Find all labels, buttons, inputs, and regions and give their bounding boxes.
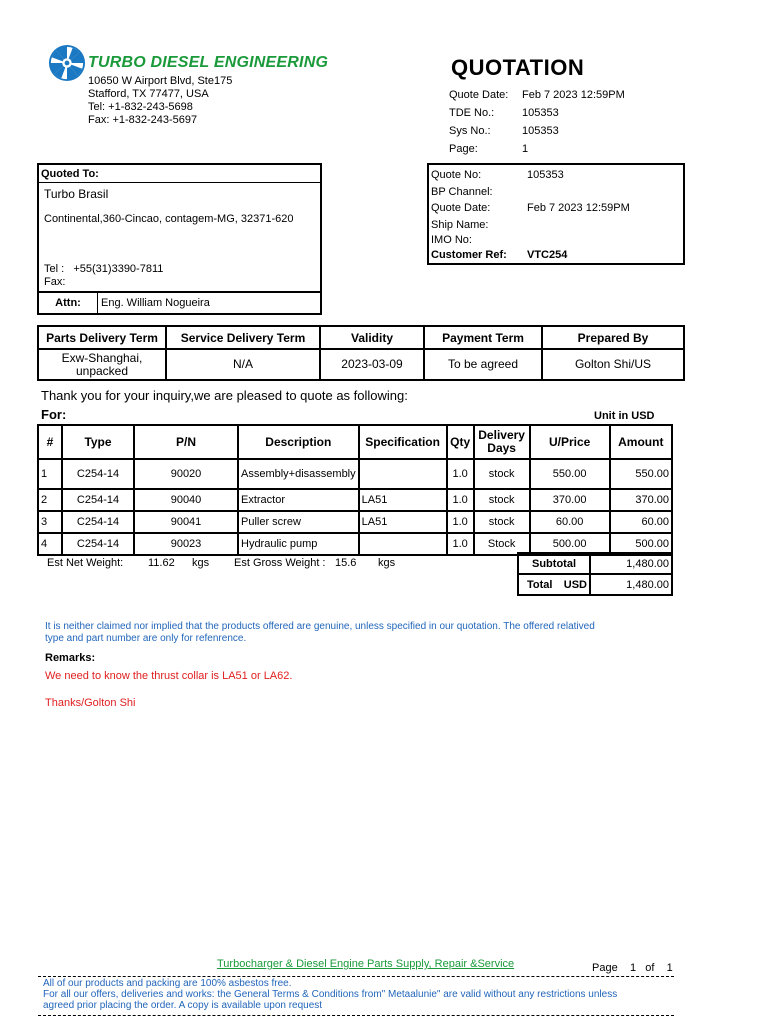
- customer-tel: +55(31)3390-7811: [73, 263, 164, 275]
- item-pn: 90020: [134, 459, 238, 489]
- table-row: [38, 459, 672, 489]
- item-no: 2: [38, 489, 62, 511]
- items-header: Description: [238, 425, 359, 459]
- gross-weight-unit: kgs: [378, 557, 396, 569]
- item-type: C254-14: [62, 511, 134, 533]
- meta-value: Feb 7 2023 12:59PM: [522, 89, 625, 101]
- disclaimer-text: It is neither claimed nor implied that the products offered are genuine, unless specified in our quotation. The offered relatived type and part number are only for refenrence.: [45, 621, 595, 644]
- terms-table: [37, 325, 685, 381]
- customer-ref-row: [431, 247, 568, 263]
- items-header: Specification: [359, 425, 447, 459]
- items-header: U/Price: [530, 425, 610, 459]
- page-of-label: of: [645, 962, 655, 974]
- item-qty: 1.0: [447, 533, 474, 555]
- terms-header: Service Delivery Term: [166, 326, 320, 349]
- item-price: 550.00: [530, 459, 610, 489]
- item-description: Hydraulic pump: [238, 533, 359, 555]
- terms-value: N/A: [166, 349, 320, 380]
- terms-header-row: [38, 326, 684, 349]
- page-label: Page: [592, 962, 618, 974]
- gross-weight-label: Est Gross Weight :: [234, 557, 326, 569]
- item-description: Puller screw: [238, 511, 359, 533]
- meta-label: Quote Date:: [449, 89, 509, 101]
- total-value: 1,480.00: [590, 574, 672, 595]
- item-delivery: stock: [474, 511, 530, 533]
- document-title: QUOTATION: [451, 55, 585, 80]
- footer-line: For all our offers, deliveries and works: the General Terms & Conditions from" Metaalunie" are valid without any restrictions unless agreed prior placing the order. A copy is available upon request: [43, 989, 618, 1011]
- attn-row: [39, 291, 320, 313]
- net-weight-unit: kgs: [192, 557, 210, 569]
- footer-tagline: Turbocharger & Diesel Engine Parts Supply, Repair &Service: [217, 958, 515, 970]
- item-amount: 550.00: [610, 459, 672, 489]
- attn-label: Attn:: [39, 293, 98, 313]
- footer-divider-bottom: [38, 1015, 674, 1016]
- totals-table: [517, 552, 673, 596]
- total-currency: USD: [563, 578, 587, 591]
- subtotal-row: [518, 553, 672, 574]
- imo-no-row: [431, 232, 472, 248]
- item-delivery: Stock: [474, 533, 530, 555]
- items-header: Type: [62, 425, 134, 459]
- item-amount: 370.00: [610, 489, 672, 511]
- item-amount: 60.00: [610, 511, 672, 533]
- address-line: Stafford, TX 77477, USA: [88, 88, 209, 100]
- table-row: [38, 489, 672, 511]
- customer-contact: [44, 263, 163, 289]
- item-description: Assembly+disassembly: [238, 459, 359, 489]
- customer-company: Turbo Brasil: [44, 187, 109, 201]
- total-row: [518, 574, 672, 595]
- terms-value: 2023-03-09: [320, 349, 424, 380]
- item-price: 500.00: [530, 533, 610, 555]
- table-row: [38, 511, 672, 533]
- item-type: C254-14: [62, 489, 134, 511]
- footer-terms: [43, 978, 643, 1011]
- quote-info-label: Quote Date:: [431, 202, 491, 214]
- quote-info-label: IMO No:: [431, 234, 472, 246]
- items-header: P/N: [134, 425, 238, 459]
- ship-name-row: [431, 217, 488, 233]
- quoted-to-box: [37, 163, 322, 315]
- item-no: 1: [38, 459, 62, 489]
- items-header: Qty: [447, 425, 474, 459]
- item-qty: 1.0: [447, 511, 474, 533]
- item-spec: [359, 459, 447, 489]
- for-label: For:: [41, 407, 67, 422]
- terms-header: Validity: [320, 326, 424, 349]
- item-pn: 90023: [134, 533, 238, 555]
- item-delivery: stock: [474, 489, 530, 511]
- meta-label: Sys No.:: [449, 125, 491, 137]
- item-delivery: stock: [474, 459, 530, 489]
- meta-label: Page:: [449, 143, 478, 155]
- footer-line: All of our products and packing are 100% asbestos free.: [43, 978, 292, 989]
- company-fax: Fax: +1-832-243-5697: [88, 114, 198, 126]
- page-indicator: [592, 962, 673, 974]
- meta-value: 105353: [522, 125, 559, 137]
- items-header: Delivery Days: [474, 425, 530, 459]
- terms-header: Prepared By: [542, 326, 684, 349]
- meta-label: TDE No.:: [449, 107, 495, 119]
- terms-value-row: [38, 349, 684, 380]
- tel-label: Tel :: [44, 263, 65, 275]
- item-no: 4: [38, 533, 62, 555]
- terms-value: Golton Shi/US: [542, 349, 684, 380]
- total-label: Total: [527, 578, 553, 591]
- items-header: #: [38, 425, 62, 459]
- item-description: Extractor: [238, 489, 359, 511]
- quote-no-row: [431, 167, 564, 183]
- item-no: 3: [38, 511, 62, 533]
- terms-value: Exw-Shanghai, unpacked: [38, 349, 166, 380]
- item-price: 370.00: [530, 489, 610, 511]
- address-line: 10650 W Airport Blvd, Ste175: [88, 75, 233, 87]
- footer-divider: [38, 976, 674, 977]
- terms-header: Payment Term: [424, 326, 542, 349]
- company-tel: Tel: +1-832-243-5698: [88, 101, 193, 113]
- item-spec: LA51: [359, 511, 447, 533]
- item-amount: 500.00: [610, 533, 672, 555]
- item-price: 60.00: [530, 511, 610, 533]
- subtotal-value: 1,480.00: [590, 553, 672, 574]
- quote-info-label: Quote No:: [431, 169, 482, 181]
- meta-value: 1: [522, 143, 529, 155]
- item-pn: 90040: [134, 489, 238, 511]
- fax-label: Fax:: [44, 276, 66, 288]
- turbine-logo: [48, 44, 86, 82]
- item-pn: 90041: [134, 511, 238, 533]
- quote-info-box: [427, 163, 685, 265]
- page-total: 1: [666, 962, 673, 974]
- item-type: C254-14: [62, 533, 134, 555]
- item-spec: [359, 533, 447, 555]
- page-number: 1: [629, 962, 637, 974]
- meta-value: 105353: [522, 107, 559, 119]
- quote-info-label: Customer Ref:: [431, 249, 507, 261]
- remarks-label: Remarks:: [45, 652, 96, 664]
- gross-weight-value: 15.6: [335, 557, 357, 569]
- subtotal-label: Subtotal: [518, 553, 590, 574]
- items-header-row: [38, 425, 672, 459]
- remark-signature: Thanks/Golton Shi: [45, 697, 136, 709]
- customer-address: Continental,360-Cincao, contagem-MG, 32371-620: [44, 213, 294, 225]
- quote-info-value: Feb 7 2023 12:59PM: [527, 202, 630, 214]
- unit-label: Unit in USD: [594, 410, 655, 422]
- quote-info-value: VTC254: [527, 249, 568, 261]
- quote-info-label: Ship Name:: [431, 219, 489, 231]
- bp-channel-row: [431, 184, 493, 200]
- total-label-cell: [518, 574, 590, 595]
- items-table: [37, 424, 673, 556]
- item-qty: 1.0: [447, 489, 474, 511]
- quote-info-label: BP Channel:: [431, 186, 493, 198]
- terms-value: To be agreed: [424, 349, 542, 380]
- terms-header: Parts Delivery Term: [38, 326, 166, 349]
- item-qty: 1.0: [447, 459, 474, 489]
- net-weight-value: 11.62: [148, 557, 175, 569]
- net-weight-label: Est Net Weight:: [47, 557, 124, 569]
- item-type: C254-14: [62, 459, 134, 489]
- quoted-to-heading: Quoted To:: [39, 165, 320, 183]
- quote-info-value: 105353: [527, 169, 564, 181]
- item-spec: LA51: [359, 489, 447, 511]
- company-address: [88, 75, 232, 127]
- quote-date-row: [431, 200, 630, 216]
- items-header: Amount: [610, 425, 672, 459]
- remark-text: We need to know the thrust collar is LA51 or LA62.: [45, 670, 293, 682]
- company-name: TURBO DIESEL ENGINEERING: [88, 54, 329, 71]
- attn-value: Eng. William Nogueira: [101, 297, 210, 309]
- intro-text: Thank you for your inquiry,we are pleased to quote as following:: [41, 388, 408, 403]
